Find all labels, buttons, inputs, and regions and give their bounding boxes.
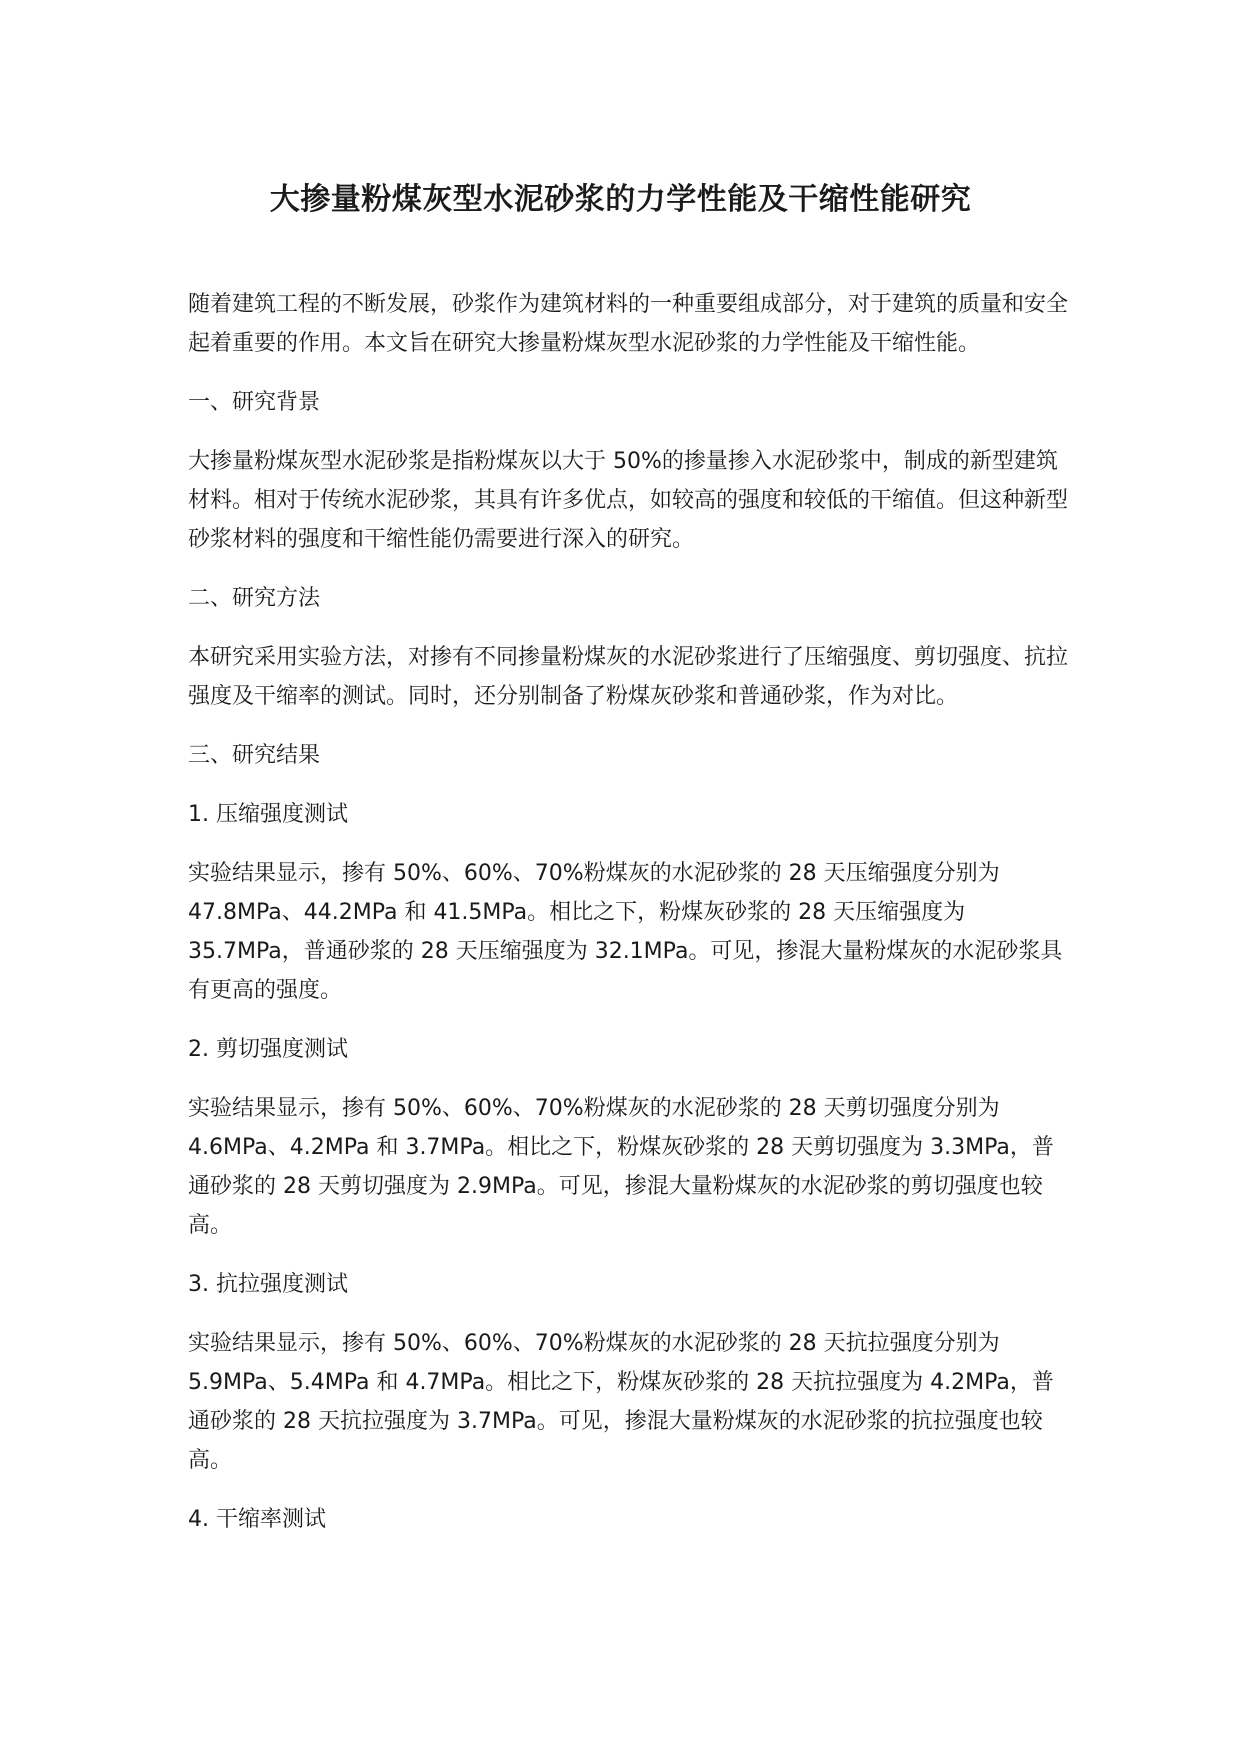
result-heading-shrinkage: 4. 干缩率测试	[188, 1507, 326, 1532]
result-heading-compression: 1. 压缩强度测试	[188, 802, 348, 827]
section-heading-results: 三、研究结果	[188, 743, 321, 768]
section-text-method: 本研究采用实验方法，对掺有不同掺量粉煤灰的水泥砂浆进行了压缩强度、剪切强度、抗拉强度及干缩率的测试。同时，还分别制备了粉煤灰砂浆和普通砂浆，作为对比。	[188, 645, 1069, 709]
section-text-background: 大掺量粉煤灰型水泥砂浆是指粉煤灰以大于 50%的掺量掺入水泥砂浆中，制成的新型建筑材料。相对于传统水泥砂浆，其具有许多优点，如较高的强度和较低的干缩值。但这种新型砂浆材料的强度和干缩性能仍需要进行深入的研究。	[188, 449, 1069, 552]
section-heading-background: 一、研究背景	[188, 390, 321, 415]
result-heading-shear: 2. 剪切强度测试	[188, 1037, 348, 1062]
result-text-tensile: 实验结果显示，掺有 50%、60%、70%粉煤灰的水泥砂浆的 28 天抗拉强度分别为 5.9MPa、5.4MPa 和 4.7MPa。相比之下，粉煤灰砂浆的 28 天抗拉强度为 4.2MPa，普通砂浆的 28 天抗拉强度为 3.7MPa。可见，掺混大量粉煤灰的水泥砂浆的抗拉强度也较高。	[188, 1331, 1054, 1473]
intro-paragraph: 随着建筑工程的不断发展，砂浆作为建筑材料的一种重要组成部分，对于建筑的质量和安全起着重要的作用。本文旨在研究大掺量粉煤灰型水泥砂浆的力学性能及干缩性能。	[188, 292, 1069, 356]
section-heading-method: 二、研究方法	[188, 586, 321, 611]
result-text-shear: 实验结果显示，掺有 50%、60%、70%粉煤灰的水泥砂浆的 28 天剪切强度分别为 4.6MPa、4.2MPa 和 3.7MPa。相比之下，粉煤灰砂浆的 28 天剪切强度为 3.3MPa，普通砂浆的 28 天剪切强度为 2.9MPa。可见，掺混大量粉煤灰的水泥砂浆的剪切强度也较高。	[188, 1096, 1054, 1238]
document-title: 大掺量粉煤灰型水泥砂浆的力学性能及干缩性能研究	[269, 182, 972, 217]
result-text-compression: 实验结果显示，掺有 50%、60%、70%粉煤灰的水泥砂浆的 28 天压缩强度分别为 47.8MPa、44.2MPa 和 41.5MPa。相比之下，粉煤灰砂浆的 28 天压缩强度为 35.7MPa，普通砂浆的 28 天压缩强度为 32.1MPa。可见，掺混大量粉煤灰的水泥砂浆具有更高的强度。	[188, 861, 1063, 1003]
result-heading-tensile: 3. 抗拉强度测试	[188, 1272, 348, 1297]
document-body	[188, 285, 1068, 1559]
